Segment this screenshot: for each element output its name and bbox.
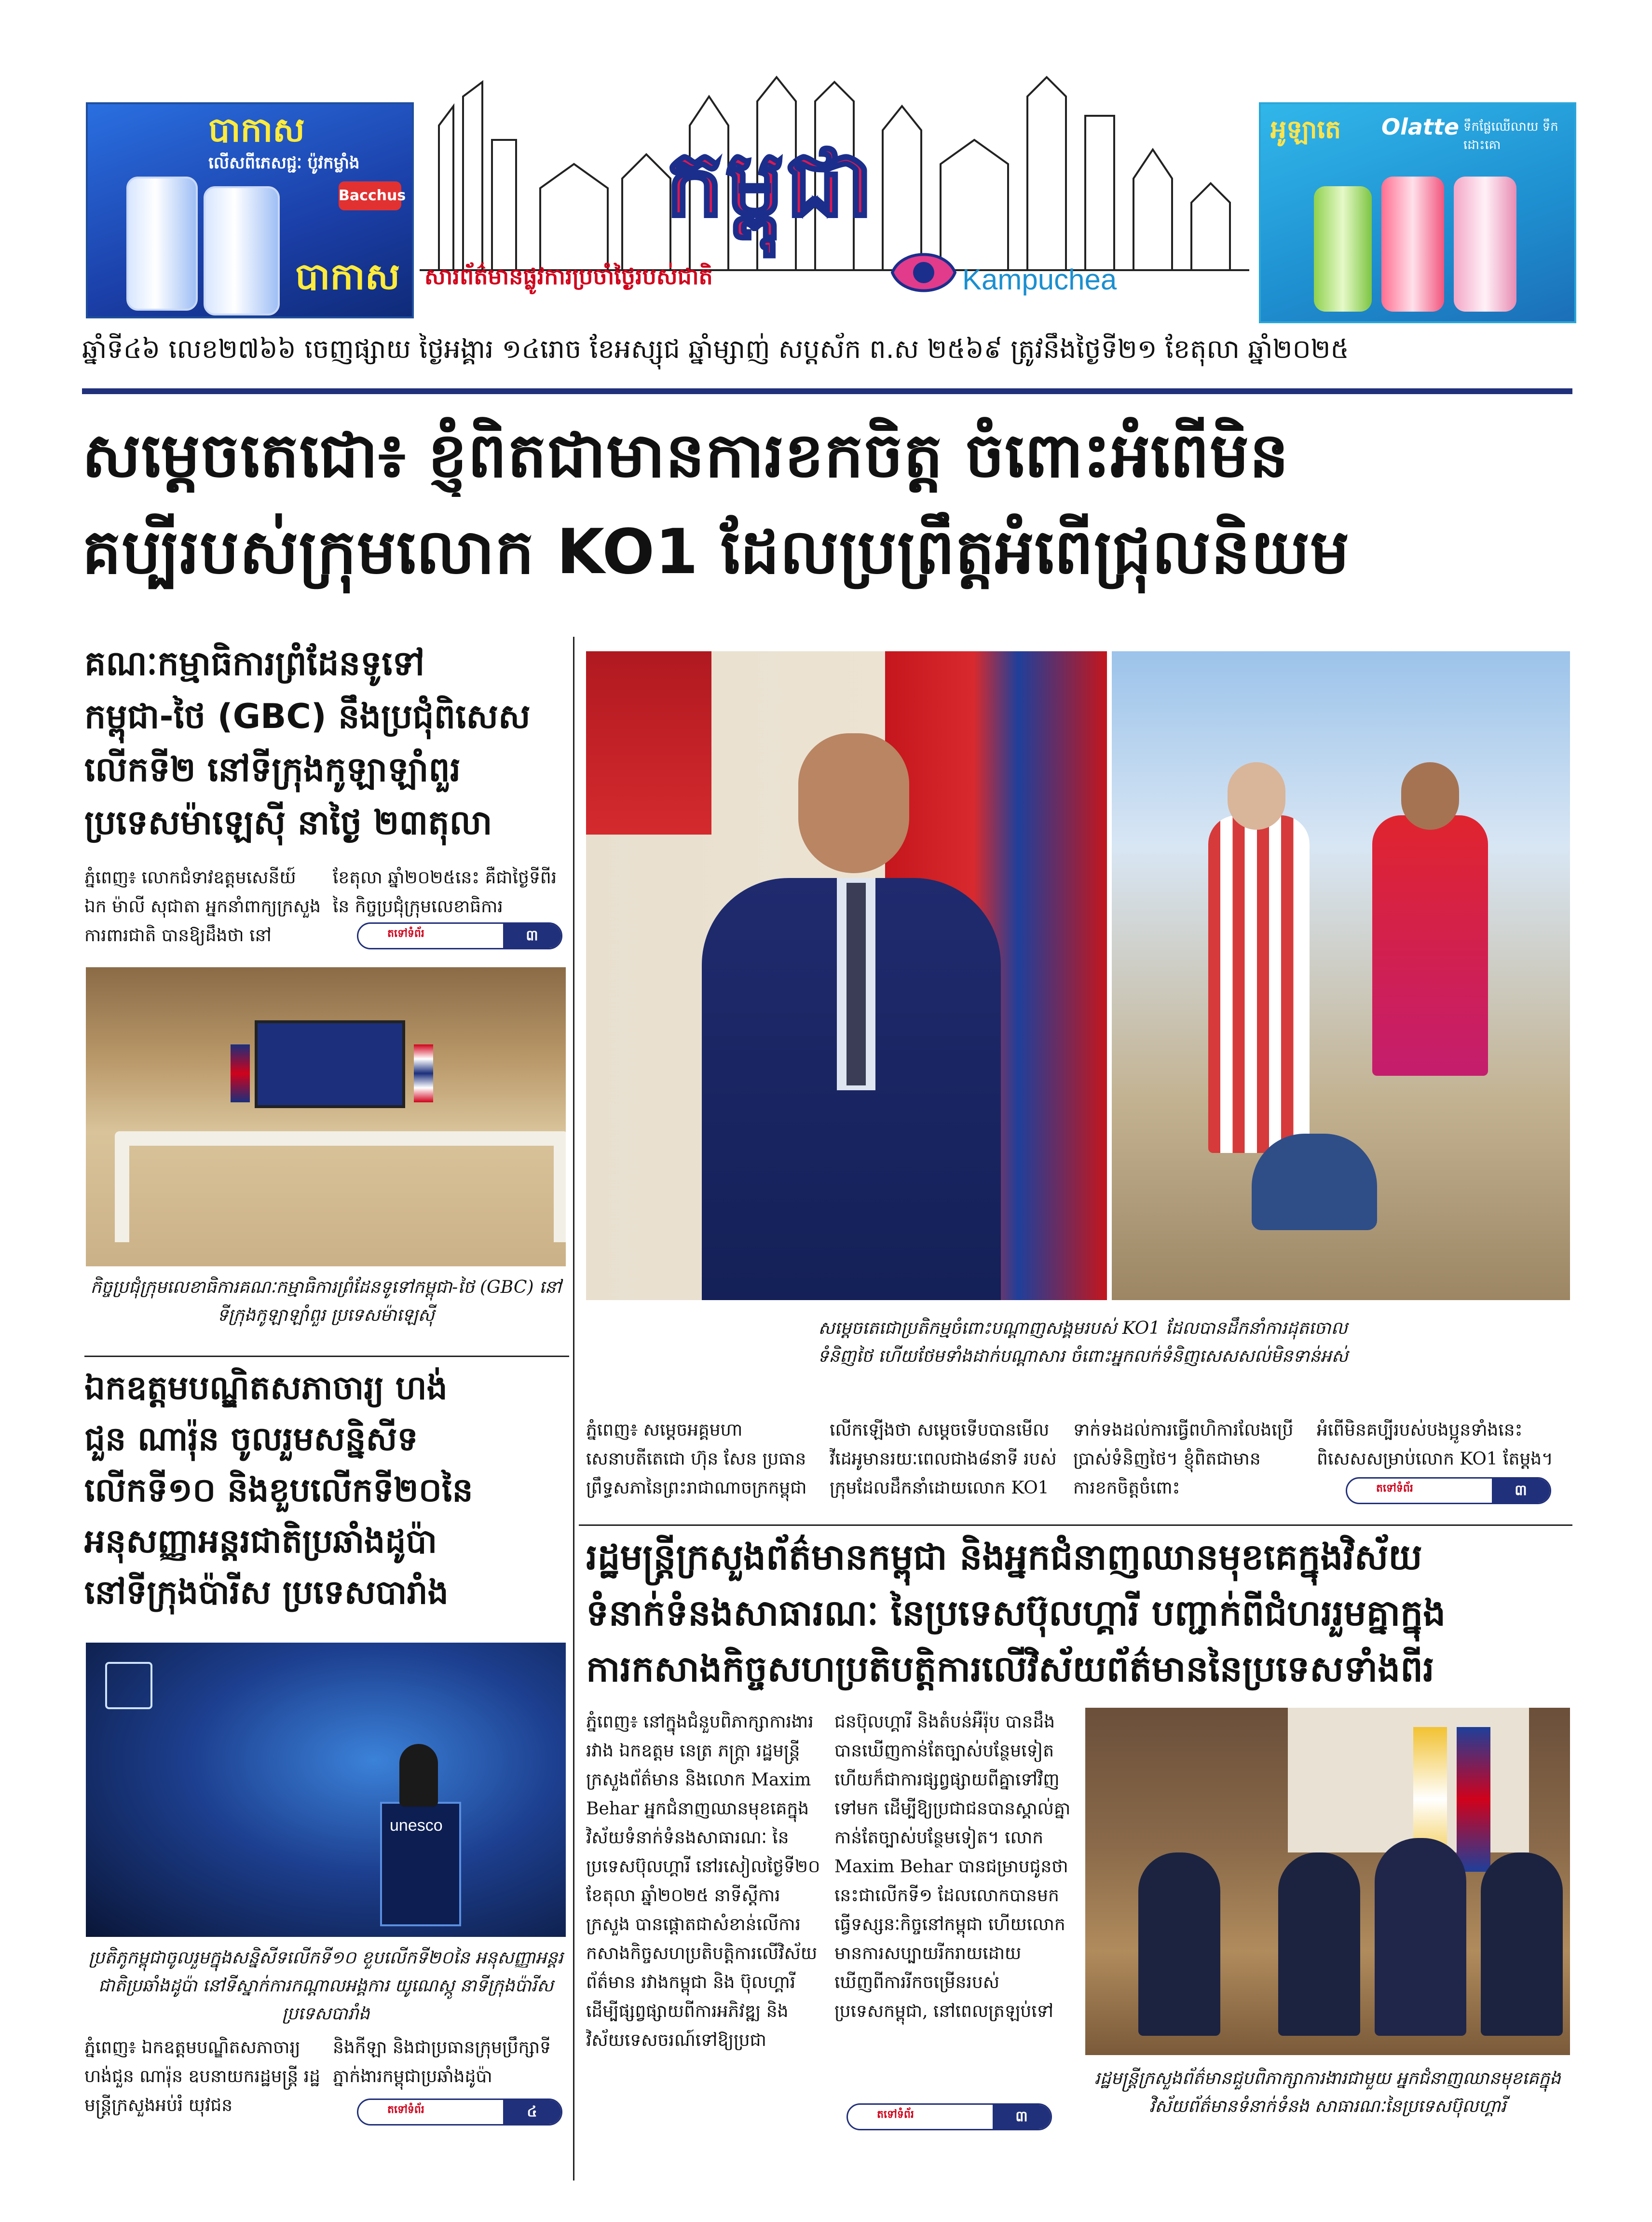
info-continued-label: តទៅទំព័រ <box>877 2109 914 2121</box>
unesco-column-2: និងកីឡា និងជាប្រធានក្រុមប្រឹក្សាទីភ្នាក់ងារកម្ពុជាប្រឆាំងដូប៉ា <box>333 2038 551 2086</box>
masthead-tagline: សារព័ត៌មានផ្លូវការប្រចាំថ្ងៃរបស់ជាតិ <box>424 263 713 289</box>
info-photo-person-2 <box>1278 1852 1360 2036</box>
gbc-column-1: ភ្នំពេញ៖ លោកជំទាវឧត្តមសេនីយ៍ ឯក ម៉ាលី សុជាតា អ្នកនាំពាក្យក្រសួងការពារជាតិ បានឱ្យដឹងថា នៅ <box>84 868 321 946</box>
unesco-headline <box>84 1363 567 1618</box>
lead-photo-head-1 <box>1228 762 1285 830</box>
gbc-photo-flags-2 <box>414 1044 433 1102</box>
info-continued[interactable] <box>846 2103 1052 2130</box>
unesco-headline-line: លើកទី១០ និងខួបលើកទី២០នៃ <box>84 1471 473 1509</box>
lead-photo-figure-tie <box>846 883 866 1085</box>
gbc-headline-line: កម្ពុជា-ថៃ (GBC) នឹងប្រជុំពិសេស <box>84 697 531 736</box>
lead-photo-person-3 <box>1252 1134 1377 1230</box>
lead-caption: សម្តេចតេជោប្រតិកម្មចំពោះបណ្តាញសង្គមរបស់ KO1 ដែលបានដឹកនាំការដុតចោលទំនិញថៃ ហើយថែមទាំងដាក់បណ្តាសារ ចំពោះអ្នកលក់ទំនិញសេសសល់មិនទាន់អស់ <box>818 1318 1348 1366</box>
gbc-headline-line: ប្រទេសម៉ាឡេស៊ី នាថ្ងៃ ២៣តុលា <box>84 803 492 842</box>
unesco-continued-page: ៤ <box>503 2100 561 2124</box>
info-continued-page: ៣ <box>993 2105 1051 2129</box>
unesco-column-1: ភ្នំពេញ៖ ឯកឧត្តមបណ្ឌិតសភាចារ្យ ហង់ជួន ណារ៉ុន ឧបនាយករដ្ឋមន្ត្រី រដ្ឋមន្ត្រីក្រសួងអប់រំ យុវជន <box>84 2038 320 2115</box>
lead-divider <box>579 1524 1572 1526</box>
info-column-2: ជនប៊ុលហ្គារី និងតំបន់អឺរ៉ុប បានដឹង បានឃើញកាន់តែច្បាស់បន្ថែមទៀត ហើយក៏ជាការផ្សព្វផ្សាយពីគ្នាទៅវិញទៅមក ដើម្បីឱ្យប្រជាជនបានស្គាល់គ្នាកាន់តែច្បាស់បន្ថែមទៀត។ លោក Maxim Behar បានជម្រាបជូនថា នេះជាលើកទី១ ដែលលោកបានមកធ្វើទស្សនៈកិច្ចនៅកម្ពុជា ហើយលោកមានការសប្បាយរីករាយដោយឃើញពីការរីកចម្រើនរបស់ប្រទេសកម្ពុជា, នៅពេលត្រឡប់ទៅ <box>834 1712 1071 2021</box>
ad-right-slogan-top: អូឡាតេ <box>1270 115 1341 144</box>
gbc-headline-line: លើកទី២ នៅទីក្រុងកូឡាឡាំពួរ <box>84 750 461 789</box>
lead-column-3: ទាក់ទងដល់ការធ្វើពហិការលែងប្រើប្រាស់ទំនិញថៃ។ ខ្ញុំពិតជាមានការខកចិត្តចំពោះ <box>1073 1420 1294 1498</box>
info-photo-person-1 <box>1138 1852 1220 2036</box>
info-photo <box>1085 1708 1570 2055</box>
masthead-title: កម្ពុជា <box>666 130 875 237</box>
gbc-headline-line: គណៈកម្មាធិការព្រំដែនទូទៅ <box>84 644 425 683</box>
ad-right-brand: Olatte <box>1381 114 1460 140</box>
masthead-emblem <box>887 244 960 302</box>
unesco-photo-speaker <box>399 1744 438 1807</box>
lead-photo-hun-sen <box>586 651 1107 1300</box>
ad-right-can-1 <box>1314 186 1372 312</box>
unesco-continued-label: តទៅទំព័រ <box>387 2104 424 2116</box>
lead-photo-flag-left <box>586 651 711 835</box>
unesco-photo-logo <box>105 1662 152 1709</box>
gbc-photo-screen <box>255 1020 405 1108</box>
ad-right-can-2 <box>1381 177 1444 312</box>
lead-photo-person-1 <box>1208 815 1310 1153</box>
gbc-divider <box>84 1356 569 1357</box>
unesco-caption: ប្រតិភូកម្ពុជាចូលរួមក្នុងសន្និសីទលើកទី១០ ខួបលើកទី២០នៃ អនុសញ្ញាអន្តរជាតិប្រឆាំងដូប៉ា នៅទីស្នាក់ការកណ្តាលអង្គការ យូណេស្កូ នាទីក្រុងប៉ារីស ប្រទេសបារាំង <box>88 1948 563 2024</box>
lead-column-1: ភ្នំពេញ៖ សម្តេចអគ្គមហាសេនាបតីតេជោ ហ៊ុន សែន ប្រធានព្រឹទ្ធសភានៃព្រះរាជាណាចក្រកម្ពុជា <box>586 1420 807 1498</box>
lead-continued-page: ៣ <box>1492 1479 1550 1503</box>
unesco-continued[interactable] <box>357 2099 562 2126</box>
gbc-caption: កិច្ចប្រជុំក្រុមលេខាធិការគណៈកម្មាធិការព្រំដែនទូទៅកម្ពុជា-ថៃ (GBC) នៅទីក្រុងកូឡាឡាំពួរ ប្រទេសម៉ាឡេស៊ី <box>90 1277 561 1325</box>
gbc-photo-flags <box>231 1044 250 1102</box>
lead-headline-line2: គប្បីរបស់ក្រុមលោក KO1 ដែលប្រព្រឹត្តអំពើជ្រុលនិយម <box>82 516 1350 588</box>
masthead-rule <box>82 388 1572 394</box>
ad-left-brand-logo: Bacchus <box>339 181 401 210</box>
unesco-photo-sign: unesco <box>390 1816 443 1835</box>
lead-headline-line1: សម្តេចតេជោ៖ ខ្ញុំពិតជាមានការខកចិត្ត ចំពោះអំពើមិន <box>82 420 1289 492</box>
gbc-column-2: ខែតុលា ឆ្នាំ២០២៥នេះ គឺជាថ្ងៃទីពីរ នៃ កិច្ចប្រជុំក្រុមលេខាធិការ <box>333 868 557 917</box>
gbc-continued-label: តទៅទំព័រ <box>387 928 424 940</box>
gbc-photo-table <box>115 1131 566 1242</box>
info-headline-line: រដ្ឋមន្ត្រីក្រសួងព័ត៌មានកម្ពុជា និងអ្នកជំនាញឈានមុខគេក្នុងវិស័យ <box>586 1536 1422 1578</box>
lead-column-2: លើកឡើងថា សម្តេចទើបបានមើលវីដេអូមានរយៈពេលជាង៨នាទី របស់ក្រុមដែលដឹកនាំដោយលោក KO1 <box>830 1420 1057 1498</box>
info-column-1: ភ្នំពេញ៖ នៅក្នុងជំនួបពិភាក្សាការងាររវាង ឯកឧត្តម នេត្រ ភក្ត្រា រដ្ឋមន្ត្រីក្រសួងព័ត៌មាន និងលោក Maxim Behar អ្នកជំនាញឈានមុខគេក្នុងវិស័យទំនាក់ទំនងសាធារណៈ នៃប្រទេសប៊ុលហ្គារី នៅរសៀលថ្ងៃទី២០ ខែតុលា ឆ្នាំ២០២៥ នាទីស្តីការក្រសួង បានផ្តោតជាសំខាន់លើការកសាងកិច្ចសហប្រតិបត្តិការលើវិស័យព័ត៌មាន រវាងកម្ពុជា និង ប៊ុលហ្គារី ដើម្បីផ្សព្វផ្សាយពីការអភិវឌ្ឍ និងវិស័យទេសចរណ៍ទៅឱ្យប្រជា <box>586 1712 820 2050</box>
ad-left-can-2 <box>204 186 280 315</box>
lead-photo-head-2 <box>1401 762 1459 830</box>
info-photo-person-4 <box>1481 1852 1563 2036</box>
gbc-continued[interactable] <box>357 922 562 949</box>
lead-photo-person-2 <box>1372 815 1488 1076</box>
ad-right-slogan-sub: ទឹកផ្លែឈើលាយ ទឹកដោះគោ <box>1463 120 1558 152</box>
ad-left-can-1 <box>126 177 198 311</box>
unesco-headline-line: នៅទីក្រុងប៉ារីស ប្រទេសបារាំង <box>84 1574 449 1612</box>
ad-left-slogan-sub: លើសពីភេសជ្ជៈ ប៉ូវកម្លាំង <box>208 153 360 173</box>
info-photo-flag-2 <box>1457 1727 1490 1872</box>
dateline: ឆ្នាំទី៤៦ លេខ២៧៦៦ ចេញផ្សាយ ថ្ងៃអង្គារ ១៤រោច ខែអស្សុជ ឆ្នាំម្សាញ់ សប្តស័ក ព.ស ២៥៦៩ ត្រូវនឹងថ្ងៃទី២១ ខែតុលា ឆ្នាំ២០២៥ <box>82 334 1349 364</box>
unesco-headline-line: ជួន ណារ៉ុន ចូលរួមសន្និសីទ <box>84 1420 418 1458</box>
ad-right-can-3 <box>1454 177 1516 312</box>
ad-left-bacchus[interactable] <box>86 102 414 318</box>
info-headline <box>586 1529 1575 1697</box>
info-photo-person-3 <box>1375 1838 1466 2036</box>
gbc-continued-page: ៣ <box>503 924 561 948</box>
info-caption: រដ្ឋមន្ត្រីក្រសួងព័ត៌មានជួបពិភាក្សាការងារជាមួយ អ្នកជំនាញឈានមុខគេក្នុងវិស័យព័ត៌មានទំនាក់ទំនង សាធារណៈនៃប្រទេសប៊ុលហ្គារី <box>1094 2069 1561 2116</box>
ad-right-olatte[interactable] <box>1259 102 1576 323</box>
lead-photo-figure-head <box>798 733 909 873</box>
unesco-headline-line: អនុសញ្ញាអន្តរជាតិប្រឆាំងដូប៉ា <box>84 1522 437 1561</box>
lead-continued-label: តទៅទំព័រ <box>1376 1482 1413 1495</box>
column-divider-main <box>573 637 574 2181</box>
lead-photo-ko1 <box>1112 651 1570 1300</box>
ad-left-slogan-top: បាកាស <box>208 110 305 150</box>
gbc-headline <box>84 637 567 849</box>
masthead-brand-latin: Kampuchea <box>962 263 1117 296</box>
unesco-photo <box>86 1643 566 1937</box>
lead-column-4: អំពើមិនគប្បីរបស់បងប្អូនទាំងនេះ ពិសេសសម្រាប់លោក KO1 តែម្តង។ <box>1317 1420 1553 1469</box>
info-photo-backdrop <box>1288 1708 1529 1852</box>
unesco-headline-line: ឯកឧត្តមបណ្ឌិតសភាចារ្យ ហង់ <box>84 1369 448 1407</box>
ad-left-slogan-bottom: បាកាស <box>295 255 400 298</box>
gbc-photo <box>86 967 566 1266</box>
lead-continued[interactable] <box>1346 1477 1551 1504</box>
info-headline-line: ទំនាក់ទំនងសាធារណៈ នៃប្រទេសប៊ុលហ្គារី បញ្ជាក់ពីជំហររួមគ្នាក្នុង <box>586 1592 1446 1634</box>
info-headline-line: ការកសាងកិច្ចសហប្រតិបត្តិការលើវិស័យព័ត៌មាននៃប្រទេសទាំងពីរ <box>586 1648 1434 1690</box>
